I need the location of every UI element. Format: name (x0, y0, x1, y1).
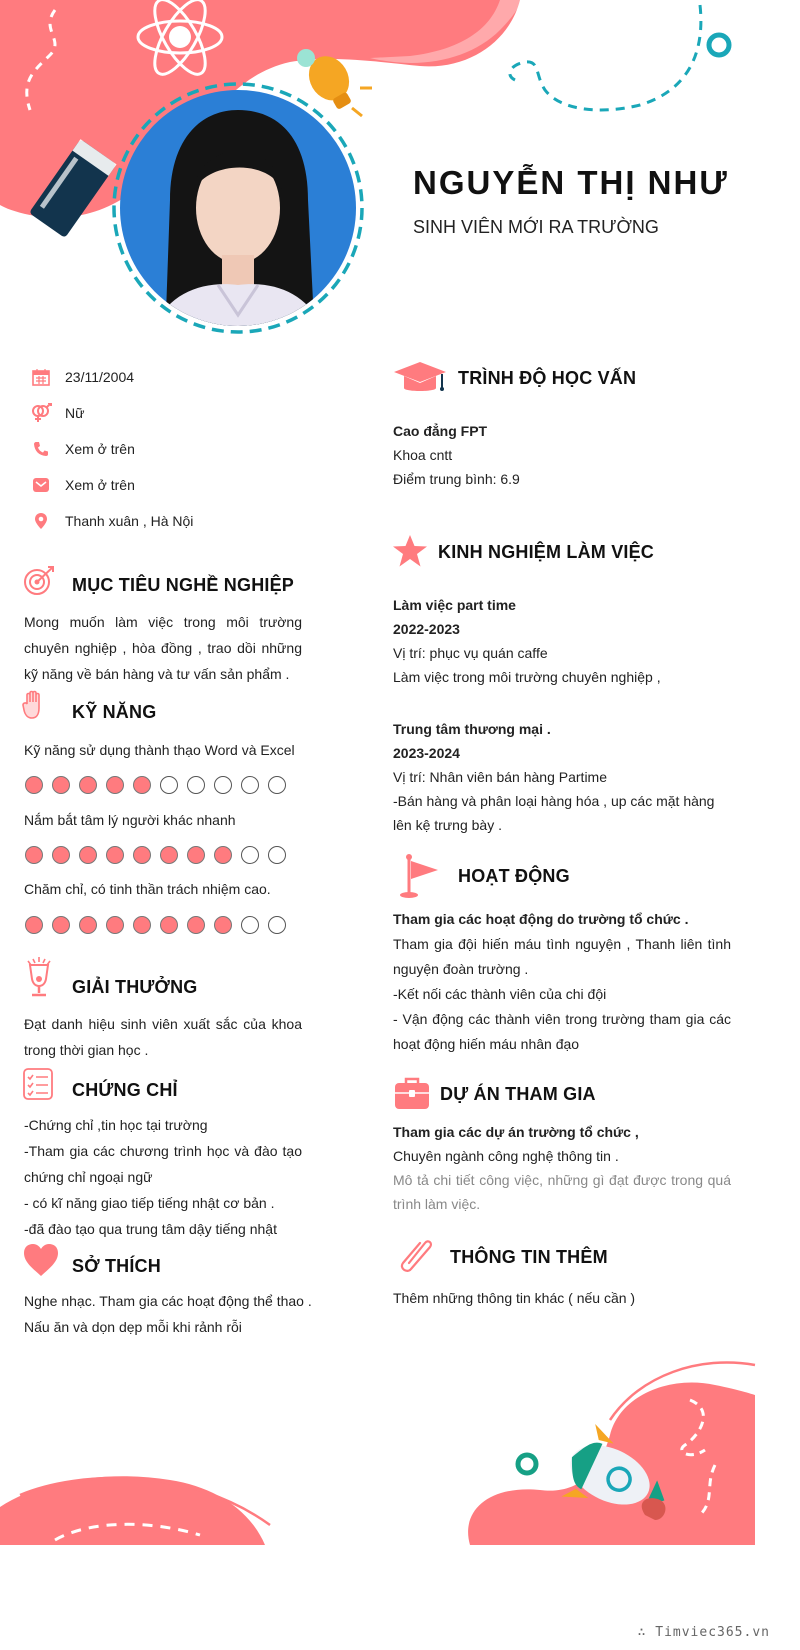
hand-icon (22, 690, 46, 722)
awards-title: GIẢI THƯỞNG (72, 977, 198, 997)
rating-dot (160, 846, 178, 864)
activities-details (393, 907, 731, 1057)
contact-birthday (28, 365, 134, 389)
rating-dot (187, 916, 205, 934)
flag-icon (398, 853, 440, 899)
rating-dot (52, 776, 70, 794)
contact-address (28, 509, 193, 533)
experience-job-1 (393, 593, 733, 689)
hobby-line: Nghe nhạc. Tham gia các hoạt động thể thao . (24, 1293, 312, 1309)
rating-dot (25, 776, 43, 794)
projects-title: DỰ ÁN THAM GIA (440, 1084, 596, 1104)
rating-dot (160, 916, 178, 934)
rating-dot (214, 916, 232, 934)
profile-photo (110, 80, 372, 342)
gender-text: Nữ (65, 405, 85, 421)
project-description: Mô tả chi tiết công việc, những gì đạt được trong quá trình làm việc. (393, 1172, 731, 1212)
birthday-text: 23/11/2004 (65, 369, 135, 385)
rating-dot (268, 846, 286, 864)
rating-dot (79, 776, 97, 794)
education-gpa: Điểm trung bình: 6.9 (393, 471, 520, 487)
certificate-line: -Chứng chỉ ,tin học tại trường (24, 1117, 208, 1133)
trophy-icon (23, 957, 55, 999)
phone-text: Xem ở trên (65, 441, 135, 457)
address-text: Thanh xuân , Hà Nội (65, 513, 194, 529)
calendar-icon (28, 365, 54, 389)
skill-3-rating (25, 916, 286, 934)
experience-title: KINH NGHIỆM LÀM VIỆC (438, 542, 655, 562)
activity-line: Tham gia đội hiến máu tình nguyện , Thanh liên tình nguyện đoàn trường . (393, 936, 731, 977)
rating-dot (187, 846, 205, 864)
extra-info-text: Thêm những thông tin khác ( nếu cần ) (393, 1290, 636, 1306)
rating-dot (133, 916, 151, 934)
candidate-name: NGUYỄN THỊ NHƯ (413, 164, 729, 201)
rating-dot (241, 776, 259, 794)
contact-email (28, 473, 135, 497)
phone-icon (28, 437, 54, 461)
job-desc: Làm việc trong môi trường chuyên nghiệp , (393, 669, 661, 685)
footer-decoration-right (450, 1350, 770, 1545)
certificate-line: -đã đào tạo qua trung tâm dậy tiếng nhật (24, 1221, 277, 1237)
rating-dot (241, 916, 259, 934)
rating-dot (106, 916, 124, 934)
job-company: Trung tâm thương mại . (393, 721, 551, 737)
rating-dot (268, 916, 286, 934)
rating-dot (214, 776, 232, 794)
extra-info-title: THÔNG TIN THÊM (450, 1247, 608, 1267)
skill-1-rating (25, 776, 286, 794)
candidate-position: SINH VIÊN MỚI RA TRƯỜNG (413, 217, 659, 237)
email-text: Xem ở trên (65, 477, 135, 493)
job-company: Làm việc part time (393, 597, 516, 613)
activity-line: - Vận động các thành viên trong trường tham gia các hoạt động hiến máu nhân đạo (393, 1011, 731, 1052)
gender-icon (28, 401, 54, 425)
rating-dot (79, 916, 97, 934)
hobbies-list (24, 1288, 314, 1340)
job-desc: -Bán hàng và phân loại hàng hóa , up các mặt hàng lên kệ trưng bày . (393, 793, 715, 833)
skill-3-label: Chăm chỉ, có tinh thần trách nhiệm cao. (24, 881, 271, 897)
rating-dot (79, 846, 97, 864)
certificates-title: CHỨNG CHỈ (72, 1080, 178, 1100)
skill-1-label: Kỹ năng sử dụng thành thạo Word và Excel (24, 742, 295, 758)
activities-title: HOẠT ĐỘNG (458, 866, 570, 886)
footer-decoration-left (0, 1465, 300, 1545)
career-goal-title: MỤC TIÊU NGHỀ NGHIỆP (72, 575, 295, 595)
rating-dot (25, 916, 43, 934)
location-pin-icon (28, 509, 54, 533)
job-role: Vị trí: Nhân viên bán hàng Partime (393, 769, 608, 785)
rating-dot (106, 846, 124, 864)
rating-dot (241, 846, 259, 864)
star-icon (392, 534, 428, 568)
rating-dot (160, 776, 178, 794)
heart-icon (23, 1243, 59, 1277)
project-heading: Tham gia các dự án trường tổ chức , (393, 1124, 639, 1140)
activity-heading: Tham gia các hoạt động do trường tổ chức . (393, 911, 689, 927)
certificate-line: - có kĩ năng giao tiếp tiếng nhật cơ bản . (24, 1195, 275, 1211)
career-goal-text: Mong muốn làm việc trong môi trường chuyên nghiệp , hòa đồng , trao dồi những kỹ năng về bán hàng và tư vấn sản phẩm . (24, 614, 302, 682)
rating-dot (52, 916, 70, 934)
rating-dot (187, 776, 205, 794)
graduation-cap-icon (393, 360, 447, 396)
project-line: Chuyên ngành công nghệ thông tin . (393, 1148, 619, 1164)
experience-job-2 (393, 717, 733, 837)
paperclip-icon (394, 1235, 436, 1277)
target-icon (22, 565, 56, 597)
rating-dot (214, 846, 232, 864)
activity-line: -Kết nối các thành viên của chi đội (393, 986, 607, 1002)
email-icon (28, 473, 54, 497)
certificates-list (24, 1112, 302, 1242)
skill-2-rating (25, 846, 286, 864)
rating-dot (52, 846, 70, 864)
rating-dot (133, 846, 151, 864)
projects-details (393, 1120, 731, 1216)
briefcase-icon (394, 1076, 430, 1110)
rating-dot (268, 776, 286, 794)
job-period: 2023-2024 (393, 745, 460, 761)
education-school: Cao đẳng FPT (393, 423, 488, 439)
education-details (393, 419, 733, 491)
rating-dot (25, 846, 43, 864)
rating-dot (106, 776, 124, 794)
hobbies-title: SỞ THÍCH (72, 1256, 161, 1276)
certificate-line: -Tham gia các chương trình học và đào tạo chứng chỉ ngoại ngữ (24, 1143, 302, 1185)
job-role: Vị trí: phục vụ quán caffe (393, 645, 548, 661)
contact-phone (28, 437, 135, 461)
education-major: Khoa cntt (393, 447, 453, 463)
contact-gender (28, 401, 84, 425)
awards-text: Đạt danh hiệu sinh viên xuất sắc của khoa trong thời gian học . (24, 1016, 302, 1058)
job-period: 2022-2023 (393, 621, 460, 637)
checklist-icon (23, 1068, 53, 1100)
education-title: TRÌNH ĐỘ HỌC VẤN (458, 368, 637, 388)
hobby-line: Nấu ăn và dọn dẹp mỗi khi rảnh rỗi (24, 1319, 242, 1335)
skill-2-label: Nắm bắt tâm lý người khác nhanh (24, 812, 236, 828)
skills-title: KỸ NĂNG (72, 702, 157, 722)
watermark: ∴ Timviec365.vn (637, 1625, 770, 1640)
rating-dot (133, 776, 151, 794)
